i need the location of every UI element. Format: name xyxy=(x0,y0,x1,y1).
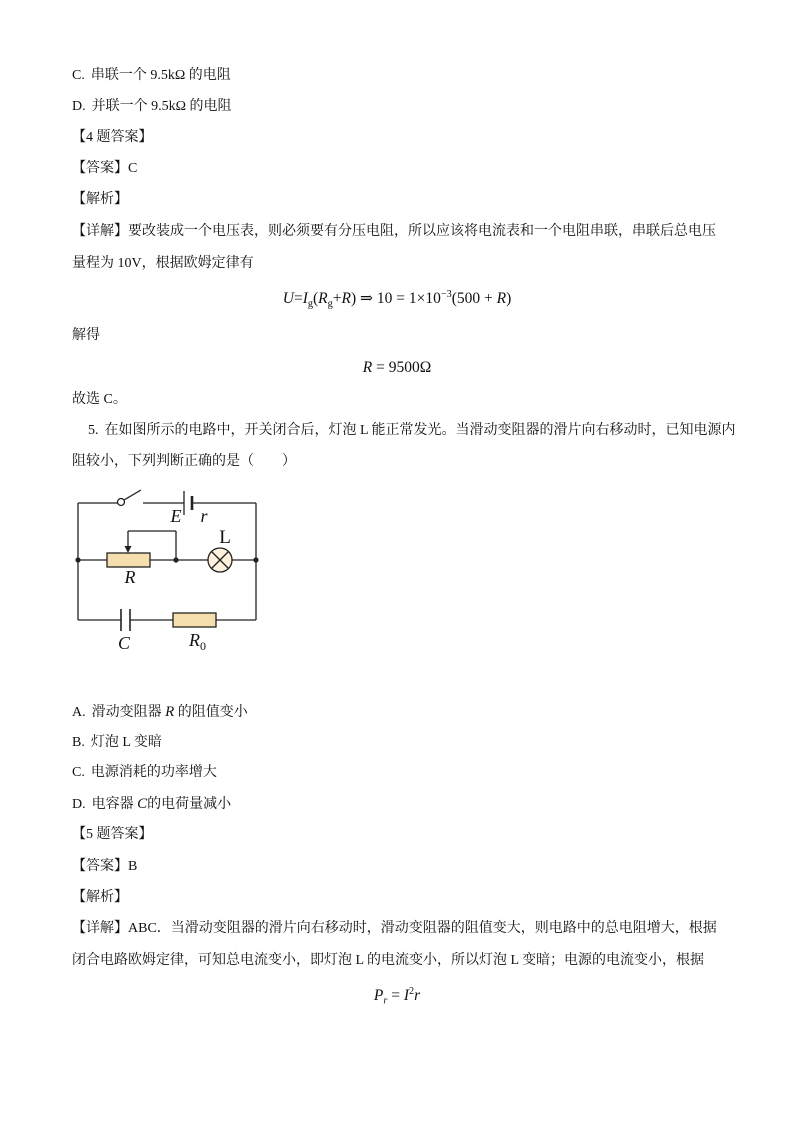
formula-term: R xyxy=(341,290,351,307)
choice-text: 并联一个 9.5kΩ 的电阻 xyxy=(91,99,232,114)
formula-superscript: 2 xyxy=(408,985,415,997)
q5-choice-b xyxy=(72,733,162,753)
formula-subscript: g xyxy=(327,298,333,310)
q5-choice-d xyxy=(72,794,231,814)
choice-variable: R xyxy=(165,704,175,720)
switch-contact xyxy=(118,499,125,506)
answer-value: C xyxy=(128,161,138,176)
formula-term: R xyxy=(496,290,507,307)
choice-text: 的电荷量减小 xyxy=(147,797,232,812)
choice-text: 灯泡 L 变暗 xyxy=(90,735,162,750)
formula-term: I xyxy=(403,987,409,1004)
q5-stem-line2: 阻较小，下列判断正确的是（ ） xyxy=(72,454,296,469)
formula-term: = xyxy=(293,290,303,307)
detail-text: 要改装成一个电压表，则必须要有分压电阻，所以应该将电流表和一个电阻串联，串联后总电压 xyxy=(128,224,716,239)
a4-header: 【4 题答案】 xyxy=(72,130,153,145)
a4-detail-line1 xyxy=(72,222,716,242)
choice-text: 电容器 xyxy=(91,797,138,812)
formula-term: R xyxy=(318,290,328,307)
label-capacitor: C xyxy=(117,633,131,653)
junction-dot xyxy=(173,557,178,562)
label-internal-resistance: r xyxy=(200,506,208,526)
resistor-r0-body xyxy=(173,613,216,627)
formula-term: P xyxy=(373,987,384,1004)
formula-term: ) xyxy=(506,290,512,307)
a4-answer xyxy=(72,159,137,179)
switch-lever xyxy=(124,490,141,500)
answer-tag: 【答案】 xyxy=(72,859,128,874)
formula-result xyxy=(0,356,794,380)
a5-answer xyxy=(72,857,137,877)
label-resistor-subscript: 0 xyxy=(200,639,206,653)
a4-solve-text: 解得 xyxy=(72,328,100,343)
label-resistor-r0 xyxy=(188,630,206,653)
formula-term: (500 + xyxy=(451,290,497,307)
choice-letter: B. xyxy=(72,735,85,750)
formula-subscript: g xyxy=(307,298,313,310)
formula-superscript: −3 xyxy=(440,288,452,300)
label-resistor-symbol: R xyxy=(189,630,200,650)
choice-letter: C. xyxy=(72,765,85,780)
detail-tag: 【详解】 xyxy=(72,921,128,936)
junction-dot xyxy=(253,557,258,562)
choice-text: 串联一个 9.5kΩ 的电阻 xyxy=(90,68,231,83)
choice-letter: D. xyxy=(72,99,86,114)
formula-subscript: r xyxy=(383,995,388,1007)
answer-tag: 【答案】 xyxy=(72,161,128,176)
rheostat-body xyxy=(107,553,150,567)
choice-text: 电源消耗的功率增大 xyxy=(90,765,217,780)
q5-stem-line1 xyxy=(88,421,736,441)
formula-power-loss xyxy=(0,984,794,1008)
formula-term: ( xyxy=(312,290,319,307)
question-text: 在如图所示的电路中，开关闭合后，灯泡 L 能正常发光。当滑动变阻器的滑片向右移动时，已知电源内 xyxy=(104,423,736,438)
formula-term: I xyxy=(302,290,308,307)
a4-analysis-tag: 【解析】 xyxy=(72,192,128,207)
label-lamp: L xyxy=(219,527,231,548)
label-emf: E xyxy=(170,506,182,526)
answer-value: B xyxy=(128,859,138,874)
a4-detail-line2: 量程为 10V，根据欧姆定律有 xyxy=(72,256,254,271)
label-rheostat: R xyxy=(124,567,136,587)
formula-term: = 9500Ω xyxy=(372,359,432,376)
q5-choice-c xyxy=(72,763,217,783)
a5-analysis-tag: 【解析】 xyxy=(72,890,128,905)
q4-choice-c xyxy=(72,66,231,86)
choice-letter: A. xyxy=(72,705,86,720)
a4-conclusion: 故选 C。 xyxy=(72,392,127,407)
detail-tag: 【详解】 xyxy=(72,224,128,239)
junction-dot xyxy=(75,557,80,562)
choice-letter: C. xyxy=(72,68,85,83)
formula-term: ) xyxy=(350,290,357,307)
formula-term: U xyxy=(282,290,294,307)
a5-detail-line1 xyxy=(72,919,717,939)
a5-header: 【5 题答案】 xyxy=(72,827,153,842)
question-number: 5. xyxy=(88,423,99,438)
choice-text: 滑动变阻器 xyxy=(91,705,166,720)
detail-text: ABC．当滑动变阻器的滑片向右移动时，滑动变阻器的阻值变大，则电路中的总电阻增大，根据 xyxy=(128,921,717,936)
q4-choice-d xyxy=(72,97,232,117)
formula-term: R xyxy=(362,359,373,376)
formula-term: ⇒ 10 = 1×10 xyxy=(356,290,441,307)
choice-letter: D. xyxy=(72,797,86,812)
a5-detail-line2: 闭合电路欧姆定律，可知总电流变小，即灯泡 L 的电流变小，所以灯泡 L 变暗；电源的电流变小，根据 xyxy=(72,953,705,968)
formula-term: + xyxy=(332,290,342,307)
formula-term: = xyxy=(387,987,404,1004)
choice-variable: C xyxy=(137,796,148,812)
q5-choice-a xyxy=(72,702,248,722)
formula-term: r xyxy=(414,987,421,1004)
choice-text: 的阻值变小 xyxy=(174,705,248,720)
slider-arrowhead xyxy=(125,546,132,553)
circuit-diagram xyxy=(60,480,280,660)
formula-ohms-law xyxy=(0,287,794,311)
